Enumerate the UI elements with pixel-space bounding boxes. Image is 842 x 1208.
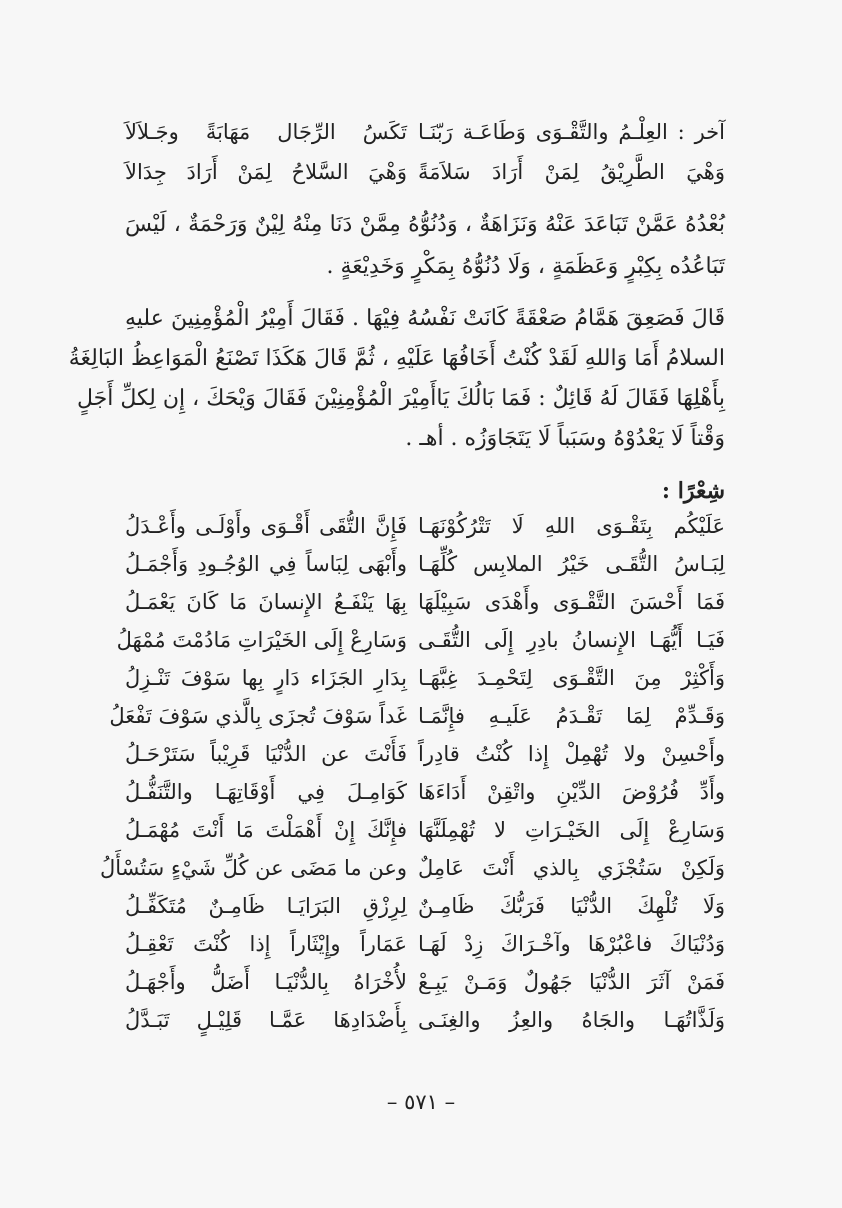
intro-verse-2-right: وَهْيَ الطَّرِيْقُ لِمَنْ أَرَادَ سَلاَمَةً xyxy=(418,160,725,184)
poem-verse-left: لِرِزْقِ البَرَايَـا ظَامِـنٌ مُتَكَفِّـلُ xyxy=(125,894,407,918)
poem-verse-left: بِأَضْدَادِهَا عَمَّـا قَلِيْـلٍ تَبَـدَّلُ xyxy=(125,1008,407,1032)
poem-verse-left: كَوَامِـلَ فِي أَوْقَاتِهَـا والتَّنَفُّـلُ xyxy=(125,780,407,804)
poem-verse-left: بِهَا يَنْفَـعُ الإِنسانَ مَا كَانَ يَعْمَـلُ xyxy=(125,590,407,614)
poem-verse-right: وأَحْسِنْ ولا تُهْمِلْ إِذا كُنْتُ قادِراً xyxy=(418,742,725,766)
paragraph2-line-1: قَالَ فَصَعِقَ هَمَّامُ صَعْقَةً كَانَتْ نَفْسُهُ فِيْهَا . فَقَالَ أَمِيْرُ الْمُؤْمِنِينَ عليهِ xyxy=(125,306,725,331)
intro-verse-2-left: وَهْيَ السَّلاحُ لِمَنْ أَرَادَ جِدَالاَ xyxy=(125,160,407,184)
paragraph1-line-1: بُعْدُهُ عَمَّنْ تَبَاعَدَ عَنْهُ وَنَزَاهَةٌ ، وَدُنُوُّهُ مِمَّنْ دَنَا مِنْهُ لِيْنٌ وَرَحْمَةٌ ، لَيْسَ xyxy=(125,212,725,237)
poem-verse-right: وأَدِّ فُرُوْضَ الدِّيْنِ واتْقِنْ أَدَاءَهَا xyxy=(418,780,725,804)
poem-verse-right: وَلَذَّاتُهَـا والجَاهُ والعِزُ والغِنَـى xyxy=(418,1008,725,1032)
poem-verse-right: وَلَكِنْ سَتُجْزَي بِالذي أَنْتَ عَامِلٌ xyxy=(418,856,725,880)
page-number: – ٥٧١ – xyxy=(386,1090,456,1114)
poem-verse-left: وَسَارِعْ إِلَى الخَيْرَاتِ مَادُمْتَ مُمْهَلُ xyxy=(116,628,407,652)
paragraph2-line-2: السلامُ أَمَا وَاللهِ لَقَدْ كُنْتُ أَخَافُهَا عَلَيْهِ ، ثُمَّ قَالَ هَكَذَا تَصْنَعُ الْمَوَاعِظُ البَالِغَةُ xyxy=(68,346,725,371)
poem-heading: شِعْرًا : xyxy=(661,478,725,504)
poem-verse-left: فَإِنَّ التُّقَى أَقْـوَى وأَوْلَـى وأَعْـدَلُ xyxy=(125,514,407,538)
poem-verse-left: عَمَاراً وإِيْثَاراً إِذا كُنْتَ تَعْقِـلُ xyxy=(125,932,407,956)
poem-verse-left: وعن ما مَضَى عن كُلِّ شَيْءٍ سَتُسْأَلُ xyxy=(99,856,407,880)
poem-verse-right: فَيَـا أَيُّهَـا الإِنسانُ بادِرِ إِلَى التُّقَـى xyxy=(418,628,725,652)
poem-verse-left: بِدَارِ الجَزَاء دَارٍ بِها سَوْفَ تَنْـزِلُ xyxy=(125,666,407,690)
poem-verse-right: فَمَا أَحْسَنَ التَّقْـوَى وأَهْدَى سَبِيْلَهَا xyxy=(418,590,725,614)
paragraph2-line-3: بِأَهْلِهَا فَقَالَ لَهُ قَائِلٌ : فَمَا بَالُكَ يَاأَمِيْرَ الْمُؤْمِنِيْنَ فَقَالَ وَيْحَكَ ، إِن لِكلِّ أَجَلٍ xyxy=(76,386,725,411)
poem-verse-left: وأَبْهَى لِبَاساً فِي الوُجُـودِ وَأَجْمَـلُ xyxy=(125,552,407,576)
poem-verse-left: لأُخْرَاهُ بِالدُّنْيَـا أَضَلُّ وأَجْهَـلُ xyxy=(125,970,407,994)
intro-verse-1-left: تَكَسُ الرِّجَال مَهَابَةً وجَـلاَلاَ xyxy=(125,120,407,144)
poem-verse-right: عَلَيْكُم بِتَقْـوَى اللهِ لَا تَتْرُكُوْنَهَـا xyxy=(418,514,725,538)
poem-verse-left: فَأَنْتَ عن الدُّنْيَا قَرِيْباً سَتَرْحَـلُ xyxy=(125,742,407,766)
paragraph1-line-2: تَبَاعُدُه بِكِبْرٍ وَعَظَمَةٍ ، وَلَا دُنُوُّهُ بِمَكْرٍ وَخَدِيْعَةٍ . xyxy=(326,254,725,279)
poem-verse-right: وَلَا تُلْهِكَ الدُّنْيَا فَرَبُّكَ ظَامِـنٌ xyxy=(418,894,725,918)
intro-verse-1-right: آخر : العِلْـمُ والتَّقْـوَى وَطَاعَـة رَبّنَـا xyxy=(418,120,725,144)
poem-verse-right: فَمَنْ آثَرَ الدُّنْيَا جَهُولٌ وَمَـنْ يَبِـعْ xyxy=(418,970,725,994)
paragraph2-line-4: وَقْتاً لَا يَعْدُوْهُ وسَبَباً لَا يَتَجَاوَزُه . أهـ . xyxy=(405,426,725,451)
poem-verse-right: وَأَكْثِرْ مِنَ التَّقْـوَى لِتَحْمِـدَ غِبَّهَـا xyxy=(418,666,725,690)
poem-verse-left: فإِنَّكَ إِنْ أَهْمَلْتَ مَا أَنْتَ مُهْمَـلُ xyxy=(125,818,407,842)
poem-verse-right: وَسَارِعْ إِلَى الخَيْـرَاتِ لا تُهْمِلَنَّهَا xyxy=(418,818,725,842)
poem-verse-right: وَقَـدِّمْ لِمَا تَقْـدَمُ عَلَيـهِ فإِنَّمَـا xyxy=(418,704,725,728)
poem-verse-right: لِبَـاسُ التُّقَـى خَيْرُ الملابِس كُلِّهَـا xyxy=(418,552,725,576)
poem-verse-right: وَدُنْيَاكَ فاعْبُرْهَا وآخْـرَاكَ زِدْ لَهَـا xyxy=(418,932,725,956)
poem-verse-left: غَداً سَوْفَ تُجزَى بِالَّذي سَوْفَ تَفْعَلُ xyxy=(109,704,407,728)
